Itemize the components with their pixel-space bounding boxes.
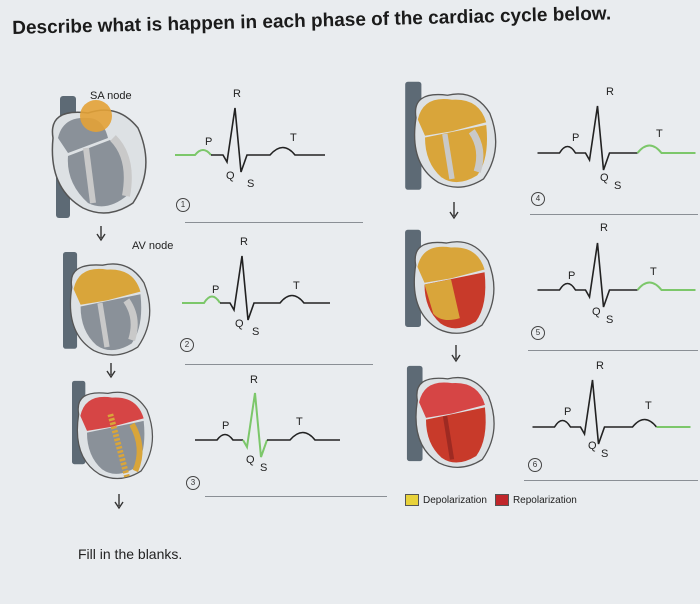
ecg-t-label: T: [656, 128, 663, 140]
instruction-text: Fill in the blanks.: [78, 546, 183, 562]
legend-depolarization-label: Depolarization: [423, 494, 487, 506]
ecg-q-label: Q: [235, 318, 244, 330]
arrow-down-icon: [106, 363, 116, 379]
ecg-r-label: R: [600, 222, 608, 234]
phase-number-6: 6: [528, 458, 542, 472]
phase-number-1: 1: [176, 198, 190, 212]
ecg-r-label: R: [233, 88, 241, 100]
ecg-s-label: S: [252, 326, 260, 338]
arrow-down-icon: [451, 345, 461, 363]
heart-diagram-4: [398, 78, 506, 198]
depolarization-swatch: [405, 494, 419, 506]
ecg-q-label: Q: [592, 306, 601, 318]
ecg-trace-6: [530, 372, 695, 452]
answer-blank-5[interactable]: [528, 350, 698, 351]
ecg-p-label: P: [564, 406, 572, 418]
repolarization-swatch: [495, 494, 509, 506]
phase-number-5: 5: [531, 326, 545, 340]
phase-number-2: 2: [180, 338, 194, 352]
answer-blank-6[interactable]: [524, 480, 698, 481]
ecg-p-label: P: [222, 420, 230, 432]
ecg-p-label: P: [572, 132, 580, 144]
heart-diagram-1: [38, 98, 158, 223]
ecg-trace-1: [175, 100, 335, 180]
heart-diagram-3: [62, 378, 162, 488]
ecg-t-label: T: [290, 132, 297, 144]
ecg-s-label: S: [247, 178, 255, 190]
ecg-q-label: Q: [226, 170, 235, 182]
ecg-r-label: R: [606, 86, 614, 98]
ecg-trace-3: [195, 385, 355, 465]
ecg-q-label: Q: [588, 440, 597, 452]
legend-repolarization-label: Repolarization: [512, 494, 577, 506]
legend: [405, 494, 577, 506]
ecg-p-label: P: [212, 284, 220, 296]
av-node-label: AV node: [132, 240, 174, 252]
heart-diagram-6: [400, 362, 504, 478]
arrow-down-icon: [96, 226, 106, 242]
ecg-p-label: P: [568, 270, 576, 282]
heart-diagram-5: [398, 226, 504, 344]
heart-diagram-2: [52, 252, 162, 362]
answer-blank-3[interactable]: [205, 496, 387, 497]
answer-blank-4[interactable]: [530, 214, 698, 215]
ecg-q-label: Q: [600, 172, 609, 184]
ecg-p-label: P: [205, 136, 213, 148]
phase-number-4: 4: [531, 192, 545, 206]
arrow-down-icon: [114, 494, 124, 510]
ecg-r-label: R: [596, 360, 604, 372]
ecg-t-label: T: [293, 280, 300, 292]
sa-node-label: SA node: [90, 90, 132, 102]
answer-blank-1[interactable]: [185, 222, 363, 223]
ecg-s-label: S: [260, 462, 268, 474]
arrow-down-icon: [449, 202, 459, 220]
ecg-trace-4: [535, 98, 700, 178]
ecg-trace-5: [535, 235, 700, 315]
ecg-t-label: T: [296, 416, 303, 428]
ecg-r-label: R: [240, 236, 248, 248]
worksheet-title: Describe what is happen in each phase of the cardiac cycle below.: [12, 3, 612, 39]
ecg-t-label: T: [650, 266, 657, 278]
ecg-s-label: S: [601, 448, 609, 460]
ecg-s-label: S: [614, 180, 622, 192]
ecg-q-label: Q: [246, 454, 255, 466]
answer-blank-2[interactable]: [185, 364, 373, 365]
ecg-r-label: R: [250, 374, 258, 386]
ecg-t-label: T: [645, 400, 652, 412]
phase-number-3: 3: [186, 476, 200, 490]
ecg-s-label: S: [606, 314, 614, 326]
ecg-trace-2: [182, 248, 342, 328]
